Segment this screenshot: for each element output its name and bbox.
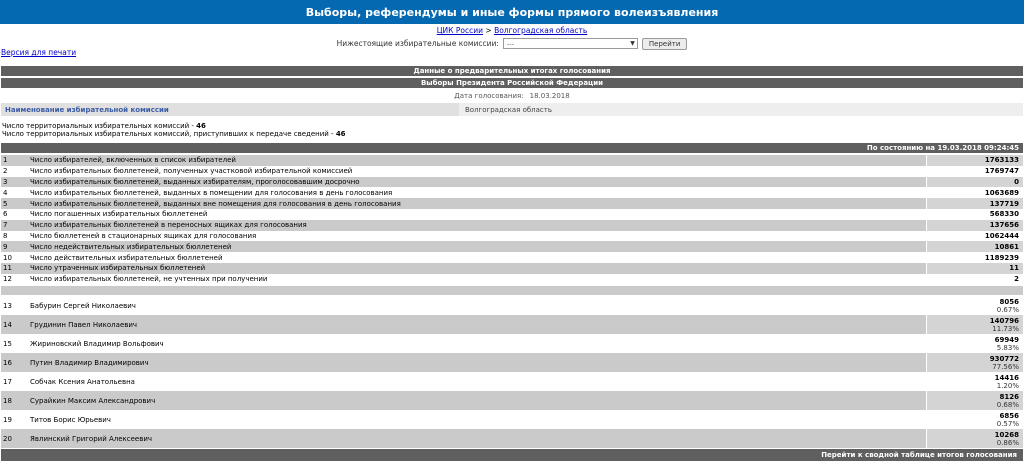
candidate-row [1, 429, 1023, 448]
row-label: Число погашенных избирательных бюллетеней [30, 210, 208, 219]
row-number: 3 [3, 177, 8, 186]
table-row [1, 155, 1023, 166]
row-value: 1769747 [926, 166, 1023, 177]
candidate-percent: 0.86% [996, 438, 1019, 447]
candidate-name: Титов Борис Юрьевич [30, 415, 111, 424]
candidate-percent: 77.56% [992, 362, 1019, 371]
row-label: Число избирательных бюллетеней, выданных в помещении для голосования в день голосования [30, 188, 393, 197]
candidate-name: Грудинин Павел Николаевич [30, 320, 138, 329]
tik-count-line: Число территориальных избирательных комиссий - 46 [2, 122, 206, 130]
tik-started-count-line: Число территориальных избирательных комиссий, приступивших к передаче сведений - 46 [2, 130, 346, 138]
candidate-number: 19 [3, 415, 12, 424]
candidate-name: Жириновский Владимир Вольфович [30, 339, 164, 348]
candidate-percent: 11.73% [992, 324, 1019, 333]
candidate-result [926, 334, 1023, 353]
table-row [1, 263, 1023, 274]
commission-name-header: Наименование избирательной комиссии [5, 105, 169, 114]
row-value: 568330 [926, 209, 1023, 220]
table-divider [1, 286, 1023, 295]
breadcrumb-root-link[interactable]: ЦИК России [436, 26, 483, 35]
row-label: Число утраченных избирательных бюллетеней [30, 264, 206, 273]
summary-table-link-bar [1, 449, 1023, 461]
table-row [1, 198, 1023, 209]
breadcrumb-current-link[interactable]: Волгоградская область [494, 26, 588, 35]
row-value: 137719 [926, 198, 1023, 209]
table-row [1, 241, 1023, 252]
candidate-row [1, 315, 1023, 334]
row-number: 1 [3, 156, 8, 165]
summary-table-link[interactable]: Перейти к сводной таблице итогов голосования [821, 451, 1017, 459]
row-number: 6 [3, 210, 8, 219]
candidate-votes: 6856 [999, 411, 1019, 420]
section-title-text: Данные о предварительных итогах голосования [413, 67, 611, 75]
row-value: 0 [926, 177, 1023, 188]
candidate-number: 13 [3, 301, 12, 310]
row-value: 2 [926, 274, 1023, 285]
candidate-votes: 14416 [994, 373, 1019, 382]
voting-date-label: Дата голосования: [454, 91, 524, 100]
election-title-text: Выборы Президента Российской Федерации [420, 79, 604, 87]
row-value: 1189239 [926, 252, 1023, 263]
row-label: Число избирательных бюллетеней, полученных участковой избирательной комиссией [30, 167, 353, 176]
row-label: Число избирателей, включенных в список избирателей [30, 156, 236, 165]
go-button[interactable]: Перейти [642, 38, 688, 50]
table-row [1, 220, 1023, 231]
section-title [1, 66, 1023, 76]
commission-name-row [1, 103, 1023, 116]
row-label: Число действительных избирательных бюллетеней [30, 253, 223, 262]
lower-commission-label: Нижестоящие избирательные комиссии: [336, 39, 499, 48]
select-value: --- [506, 39, 514, 48]
row-value: 1763133 [926, 155, 1023, 166]
table-row [1, 209, 1023, 220]
candidate-result [926, 315, 1023, 334]
candidate-number: 14 [3, 320, 12, 329]
candidate-result [926, 296, 1023, 315]
lower-commission-select[interactable] [503, 38, 638, 49]
row-number: 10 [3, 253, 12, 262]
breadcrumb-separator: > [485, 26, 492, 35]
candidate-votes: 8056 [999, 297, 1019, 306]
candidate-number: 20 [3, 434, 12, 443]
status-bar [1, 143, 1023, 153]
print-version-link[interactable]: Версия для печати [1, 48, 77, 57]
candidate-row [1, 296, 1023, 315]
candidate-name: Явлинский Григорий Алексеевич [30, 434, 153, 443]
row-number: 4 [3, 188, 8, 197]
candidate-votes: 140796 [989, 316, 1019, 325]
row-value: 1062444 [926, 231, 1023, 242]
row-label: Число избирательных бюллетеней, не учтенных при получении [30, 275, 268, 284]
candidate-number: 16 [3, 358, 12, 367]
row-label: Число избирательных бюллетеней, выданных вне помещения для голосования в день голосования [30, 199, 401, 208]
table-row [1, 274, 1023, 285]
candidate-percent: 0.57% [996, 419, 1019, 428]
site-title: Выборы, референдумы и иные формы прямого волеизъявления [305, 5, 719, 19]
row-label: Число недействительных избирательных бюллетеней [30, 242, 232, 251]
candidate-result [926, 410, 1023, 429]
row-number: 11 [3, 264, 12, 273]
candidate-percent: 1.20% [996, 381, 1019, 390]
candidate-percent: 5.83% [996, 343, 1019, 352]
row-number: 2 [3, 167, 8, 176]
candidate-number: 15 [3, 339, 12, 348]
candidate-result [926, 429, 1023, 448]
row-number: 9 [3, 242, 8, 251]
commission-counts [2, 122, 346, 138]
table-row [1, 177, 1023, 188]
candidate-name: Сурайкин Максим Александрович [30, 396, 156, 405]
candidate-votes: 10268 [994, 430, 1019, 439]
row-value: 11 [926, 263, 1023, 274]
candidate-result [926, 391, 1023, 410]
row-label: Число бюллетеней в стационарных ящиках для голосования [30, 231, 257, 240]
chevron-down-icon: ▼ [630, 40, 635, 47]
candidate-name: Путин Владимир Владимирович [30, 358, 149, 367]
candidate-row [1, 372, 1023, 391]
candidate-name: Собчак Ксения Анатольевна [30, 377, 135, 386]
site-header [0, 0, 1024, 24]
candidate-result [926, 372, 1023, 391]
lower-commission-selector [0, 37, 1024, 50]
table-row [1, 166, 1023, 177]
table-row [1, 231, 1023, 242]
breadcrumb [0, 26, 1024, 35]
candidate-result [926, 353, 1023, 372]
candidate-votes: 930772 [989, 354, 1019, 363]
candidate-row [1, 334, 1023, 353]
candidate-number: 18 [3, 396, 12, 405]
row-label: Число избирательных бюллетеней, выданных избирателям, проголосовавшим досрочно [30, 177, 360, 186]
candidate-percent: 0.68% [996, 400, 1019, 409]
row-label: Число избирательных бюллетеней в переносных ящиках для голосования [30, 221, 307, 230]
commission-name-value: Волгоградская область [459, 103, 1023, 116]
candidate-votes: 69949 [994, 335, 1019, 344]
candidate-row [1, 410, 1023, 429]
row-value: 10861 [926, 241, 1023, 252]
candidate-row [1, 353, 1023, 372]
candidate-name: Бабурин Сергей Николаевич [30, 301, 136, 310]
table-row [1, 187, 1023, 198]
election-title [1, 78, 1023, 88]
row-value: 137656 [926, 220, 1023, 231]
row-value: 1063689 [926, 187, 1023, 198]
row-number: 5 [3, 199, 8, 208]
row-number: 12 [3, 275, 12, 284]
candidate-number: 17 [3, 377, 12, 386]
status-text: По состоянию на 19.03.2018 09:24:45 [866, 144, 1019, 152]
candidate-votes: 8126 [999, 392, 1019, 401]
row-number: 8 [3, 231, 8, 240]
candidate-percent: 0.67% [996, 305, 1019, 314]
row-number: 7 [3, 221, 8, 230]
voting-date-value: 18.03.2018 [529, 91, 570, 100]
voting-date [1, 90, 1023, 101]
table-row [1, 252, 1023, 263]
candidate-row [1, 391, 1023, 410]
